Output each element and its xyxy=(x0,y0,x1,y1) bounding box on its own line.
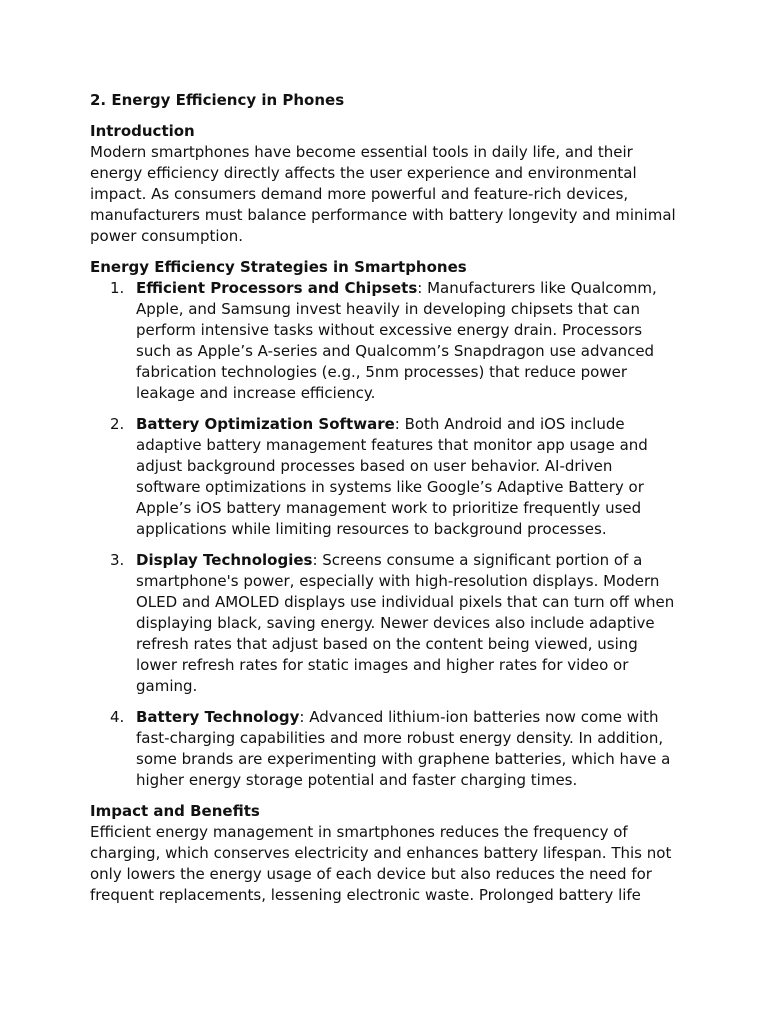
list-item-term: Battery Technology xyxy=(136,708,300,726)
introduction-heading: Introduction xyxy=(90,122,195,140)
list-item-text: : Both Android and iOS include adaptive battery management features that monitor app usage and adjust background processes based on user behavior. AI-driven software optimizations in systems like Google’s Adaptive Battery or Apple’s iOS battery management work to prioritize frequently used applications while limiting resources to background processes. xyxy=(136,415,648,538)
list-item xyxy=(90,278,680,404)
introduction-paragraph: Modern smartphones have become essential tools in daily life, and their energy efficiency directly affects the user experience and environmental impact. As consumers demand more powerful and feature-rich devices, manufacturers must balance performance with battery longevity and minimal power consumption. xyxy=(90,143,676,245)
document-title: 2. Energy Efficiency in Phones xyxy=(90,91,345,109)
impact-paragraph: Efficient energy management in smartphones reduces the frequency of charging, which conserves electricity and enhances battery lifespan. This not only lowers the energy usage of each device but also reduces the need for frequent replacements, lessening electronic waste. Prolonged battery life xyxy=(90,823,672,904)
strategies-heading: Energy Efficiency Strategies in Smartphones xyxy=(90,258,467,276)
strategies-list xyxy=(90,278,678,791)
impact-heading: Impact and Benefits xyxy=(90,802,260,820)
list-item-number: 2. xyxy=(110,415,125,433)
list-item xyxy=(90,550,680,697)
list-item xyxy=(90,707,680,791)
list-item-number: 4. xyxy=(110,708,125,726)
list-item-term: Battery Optimization Software xyxy=(136,415,395,433)
list-item xyxy=(90,414,680,540)
list-item-number: 3. xyxy=(110,551,125,569)
list-item-number: 1. xyxy=(110,279,125,297)
list-item-text: : Manufacturers like Qualcomm, Apple, and Samsung invest heavily in developing chipsets that can perform intensive tasks without excessive energy drain. Processors such as Apple’s A-series and Qualcomm’s Snapdragon use advanced fabrication technologies (e.g., 5nm processes) that reduce power leakage and increase efficiency. xyxy=(136,279,657,402)
list-item-text: : Advanced lithium-ion batteries now come with fast-charging capabilities and more robust energy density. In addition, some brands are experimenting with graphene batteries, which have a higher energy storage potential and faster charging times. xyxy=(136,708,671,789)
list-item-term: Display Technologies xyxy=(136,551,313,569)
list-item-term: Efficient Processors and Chipsets xyxy=(136,279,418,297)
list-item-text: : Screens consume a significant portion of a smartphone's power, especially with high-resolution displays. Modern OLED and AMOLED displays use individual pixels that can turn off when displaying black, saving energy. Newer devices also include adaptive refresh rates that adjust based on the content being viewed, using lower refresh rates for static images and higher rates for video or gaming. xyxy=(136,551,675,695)
